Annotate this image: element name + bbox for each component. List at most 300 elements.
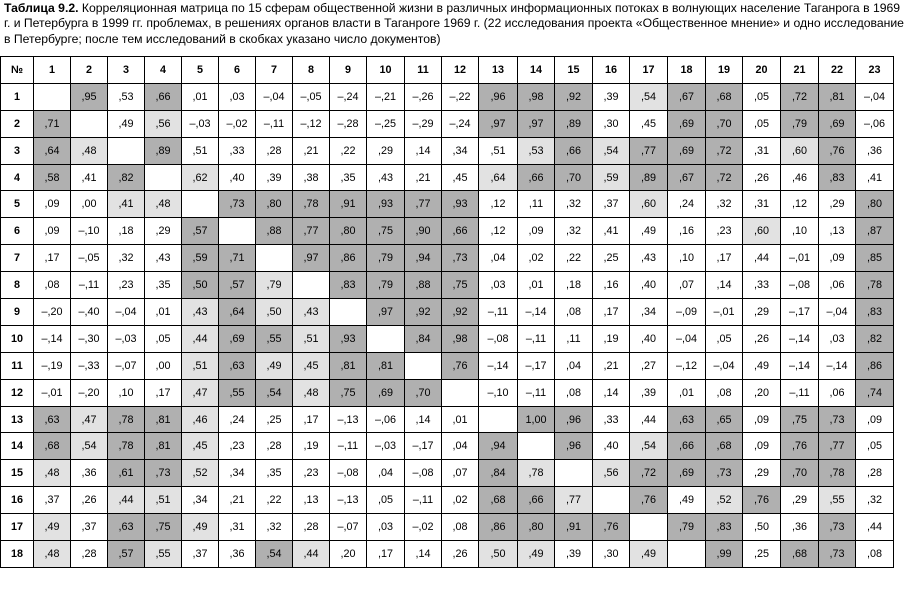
table-cell: –,01: [34, 379, 71, 406]
table-cell: ,03: [479, 272, 518, 299]
table-cell: ,97: [293, 245, 330, 272]
table-cell: ,63: [219, 352, 256, 379]
table-cell: ,49: [108, 110, 145, 137]
table-cell: –,07: [108, 352, 145, 379]
table-cell: ,35: [330, 164, 367, 191]
table-cell: ,54: [71, 433, 108, 460]
table-cell: –,40: [71, 299, 108, 326]
table-cell: ,23: [293, 460, 330, 487]
table-cell: ,48: [145, 191, 182, 218]
table-cell: –,05: [293, 83, 330, 110]
table-cell: –,17: [781, 299, 819, 326]
table-cell: ,49: [630, 541, 668, 568]
table-cell: ,78: [819, 460, 856, 487]
table-cell: –,11: [71, 272, 108, 299]
table-cell: ,28: [293, 514, 330, 541]
row-header: 1: [1, 83, 34, 110]
table-cell: ,54: [630, 433, 668, 460]
table-cell: ,06: [819, 379, 856, 406]
table-cell: ,05: [743, 110, 781, 137]
table-cell: ,57: [182, 218, 219, 245]
table-cell: ,09: [743, 433, 781, 460]
table-cell: ,28: [856, 460, 894, 487]
table-cell: ,47: [182, 379, 219, 406]
table-cell: ,57: [219, 272, 256, 299]
table-cell: ,17: [706, 245, 743, 272]
table-row: [1, 352, 894, 379]
table-cell: ,51: [182, 352, 219, 379]
table-cell: ,60: [630, 191, 668, 218]
table-cell: –,02: [219, 110, 256, 137]
table-cell: ,17: [145, 379, 182, 406]
table-cell: –,33: [71, 352, 108, 379]
table-cell: ,03: [219, 83, 256, 110]
table-cell: ,29: [819, 191, 856, 218]
table-cell: –,14: [518, 299, 555, 326]
table-cell: ,18: [555, 272, 593, 299]
column-header: 3: [108, 57, 145, 84]
table-cell: ,29: [743, 299, 781, 326]
table-cell: ,21: [293, 137, 330, 164]
table-cell: ,19: [593, 325, 630, 352]
table-cell: ,77: [630, 137, 668, 164]
table-cell: ,29: [367, 137, 405, 164]
table-cell: ,27: [630, 352, 668, 379]
table-cell: ,14: [706, 272, 743, 299]
table-cell: ,49: [182, 514, 219, 541]
table-cell: ,17: [293, 406, 330, 433]
table-cell: ,83: [819, 164, 856, 191]
table-cell: ,07: [668, 272, 706, 299]
table-cell: ,32: [555, 191, 593, 218]
table-cell: ,93: [330, 325, 367, 352]
table-cell: ,77: [555, 487, 593, 514]
table-cell: [593, 487, 630, 514]
table-cell: ,00: [145, 352, 182, 379]
table-cell: ,64: [34, 137, 71, 164]
table-cell: ,96: [555, 433, 593, 460]
table-cell: ,41: [108, 191, 145, 218]
column-header: 9: [330, 57, 367, 84]
table-cell: ,80: [856, 191, 894, 218]
table-cell: ,76: [743, 487, 781, 514]
table-cell: ,97: [518, 110, 555, 137]
table-cell: –,19: [34, 352, 71, 379]
table-cell: ,31: [743, 137, 781, 164]
table-cell: –,11: [405, 487, 442, 514]
table-cell: ,68: [479, 487, 518, 514]
table-cell: ,05: [145, 325, 182, 352]
table-cell: –,17: [518, 352, 555, 379]
table-row: [1, 325, 894, 352]
table-cell: ,37: [34, 487, 71, 514]
table-cell: ,51: [479, 137, 518, 164]
table-cell: ,13: [819, 218, 856, 245]
table-cell: –,20: [34, 299, 71, 326]
table-cell: ,69: [819, 110, 856, 137]
table-cell: ,70: [781, 460, 819, 487]
table-cell: ,84: [405, 325, 442, 352]
table-cell: ,82: [856, 325, 894, 352]
table-cell: –,30: [71, 325, 108, 352]
table-row: [1, 272, 894, 299]
table-cell: ,96: [479, 83, 518, 110]
table-cell: –,04: [706, 352, 743, 379]
table-cell: ,89: [555, 110, 593, 137]
table-cell: ,49: [256, 352, 293, 379]
table-cell: ,30: [593, 541, 630, 568]
table-cell: ,23: [219, 433, 256, 460]
table-cell: ,63: [108, 514, 145, 541]
table-row: [1, 164, 894, 191]
table-cell: [330, 299, 367, 326]
table-caption-text: Корреляционная матрица по 15 сферам общественной жизни в различных информационных потоках в волнующих население Таганрога в 1969 г. и Петербурга в 1999 гг. проблемах, в решениях органов власти в Таганроге 1969 г. (22 исследования проекта «Общественное мнение» и одно исследование в Петербурге; после тем исследований в скобках указано число документов): [4, 1, 904, 46]
table-cell: ,26: [71, 487, 108, 514]
table-cell: [555, 460, 593, 487]
table-cell: ,36: [856, 137, 894, 164]
table-cell: –,06: [367, 406, 405, 433]
table-row: [1, 299, 894, 326]
table-cell: ,51: [145, 487, 182, 514]
table-cell: ,69: [668, 460, 706, 487]
table-cell: –,04: [668, 325, 706, 352]
table-cell: ,04: [442, 433, 479, 460]
table-cell: ,08: [34, 272, 71, 299]
table-cell: ,83: [856, 299, 894, 326]
table-cell: [182, 191, 219, 218]
table-cell: ,09: [856, 406, 894, 433]
table-cell: ,31: [219, 514, 256, 541]
table-cell: ,48: [34, 541, 71, 568]
row-header: 12: [1, 379, 34, 406]
table-cell: ,05: [367, 487, 405, 514]
table-cell: ,56: [593, 460, 630, 487]
table-cell: ,40: [630, 272, 668, 299]
table-cell: ,39: [256, 164, 293, 191]
table-cell: ,75: [330, 379, 367, 406]
table-cell: ,09: [34, 191, 71, 218]
table-cell: ,84: [479, 460, 518, 487]
row-header: 3: [1, 137, 34, 164]
table-cell: ,37: [182, 541, 219, 568]
table-cell: ,23: [706, 218, 743, 245]
table-cell: –,04: [108, 299, 145, 326]
table-cell: ,22: [330, 137, 367, 164]
table-cell: [518, 433, 555, 460]
table-cell: ,55: [819, 487, 856, 514]
table-cell: ,19: [293, 433, 330, 460]
table-cell: –,29: [405, 110, 442, 137]
table-cell: ,01: [442, 406, 479, 433]
table-cell: ,04: [555, 352, 593, 379]
table-cell: ,47: [71, 406, 108, 433]
table-cell: ,33: [593, 406, 630, 433]
table-cell: –,14: [819, 352, 856, 379]
table-cell: ,32: [555, 218, 593, 245]
table-cell: –,24: [330, 83, 367, 110]
table-cell: ,26: [442, 541, 479, 568]
table-cell: [442, 379, 479, 406]
table-cell: ,77: [405, 191, 442, 218]
table-cell: –,09: [668, 299, 706, 326]
table-cell: ,88: [405, 272, 442, 299]
table-cell: ,43: [182, 299, 219, 326]
table-cell: [71, 110, 108, 137]
table-cell: ,76: [593, 514, 630, 541]
table-cell: ,49: [630, 218, 668, 245]
table-cell: ,11: [555, 325, 593, 352]
table-cell: ,17: [593, 299, 630, 326]
table-cell: –,14: [781, 325, 819, 352]
table-cell: ,73: [819, 514, 856, 541]
table-row: [1, 137, 894, 164]
table-cell: ,60: [743, 218, 781, 245]
table-cell: ,80: [330, 218, 367, 245]
table-cell: ,98: [518, 83, 555, 110]
table-cell: ,86: [330, 245, 367, 272]
table-cell: ,37: [593, 191, 630, 218]
table-cell: ,33: [219, 137, 256, 164]
column-header: 10: [367, 57, 405, 84]
table-cell: ,91: [330, 191, 367, 218]
table-cell: ,76: [819, 137, 856, 164]
table-cell: ,68: [34, 433, 71, 460]
table-cell: ,54: [630, 83, 668, 110]
table-cell: –,25: [367, 110, 405, 137]
table-cell: ,24: [219, 406, 256, 433]
table-cell: ,85: [856, 245, 894, 272]
table-cell: ,29: [743, 460, 781, 487]
table-cell: ,83: [706, 514, 743, 541]
table-cell: ,04: [479, 245, 518, 272]
table-cell: ,12: [781, 191, 819, 218]
table-cell: ,54: [593, 137, 630, 164]
table-cell: ,14: [405, 406, 442, 433]
table-cell: ,18: [108, 218, 145, 245]
table-cell: –,08: [781, 272, 819, 299]
column-header: 8: [293, 57, 330, 84]
table-cell: ,73: [819, 541, 856, 568]
column-header: 1: [34, 57, 71, 84]
table-cell: ,16: [593, 272, 630, 299]
table-cell: ,94: [405, 245, 442, 272]
table-row: [1, 245, 894, 272]
table-cell: ,43: [367, 164, 405, 191]
table-cell: ,93: [367, 191, 405, 218]
table-cell: ,21: [593, 352, 630, 379]
table-cell: [668, 541, 706, 568]
table-cell: ,70: [555, 164, 593, 191]
table-cell: ,44: [182, 325, 219, 352]
table-cell: ,14: [405, 137, 442, 164]
table-cell: ,88: [256, 218, 293, 245]
table-cell: –,01: [781, 245, 819, 272]
table-cell: ,44: [108, 487, 145, 514]
table-cell: ,40: [219, 164, 256, 191]
table-cell: ,69: [219, 325, 256, 352]
column-header: 17: [630, 57, 668, 84]
table-cell: ,04: [367, 460, 405, 487]
table-cell: ,92: [405, 299, 442, 326]
table-cell: ,81: [367, 352, 405, 379]
table-cell: ,44: [630, 406, 668, 433]
table-cell: [479, 406, 518, 433]
table-cell: ,05: [856, 433, 894, 460]
table-cell: ,49: [668, 487, 706, 514]
table-cell: ,16: [668, 218, 706, 245]
table-cell: –,04: [819, 299, 856, 326]
table-cell: ,39: [593, 83, 630, 110]
table-cell: ,02: [518, 245, 555, 272]
column-header: 4: [145, 57, 182, 84]
table-cell: ,64: [479, 164, 518, 191]
table-cell: ,46: [781, 164, 819, 191]
table-cell: ,78: [293, 191, 330, 218]
table-cell: ,36: [71, 460, 108, 487]
table-cell: ,82: [108, 164, 145, 191]
table-cell: ,66: [145, 83, 182, 110]
table-cell: ,29: [145, 218, 182, 245]
row-header: 10: [1, 325, 34, 352]
table-cell: –,14: [781, 352, 819, 379]
table-cell: –,22: [442, 83, 479, 110]
table-cell: ,21: [405, 164, 442, 191]
table-cell: ,13: [293, 487, 330, 514]
table-cell: –,08: [479, 325, 518, 352]
row-header: 5: [1, 191, 34, 218]
table-cell: ,68: [706, 433, 743, 460]
table-cell: ,08: [442, 514, 479, 541]
table-cell: –,10: [479, 379, 518, 406]
table-row: [1, 541, 894, 568]
table-cell: –,03: [182, 110, 219, 137]
table-cell: –,11: [256, 110, 293, 137]
table-cell: ,28: [256, 137, 293, 164]
table-cell: ,08: [706, 379, 743, 406]
table-cell: ,66: [555, 137, 593, 164]
table-cell: ,50: [479, 541, 518, 568]
row-header: 16: [1, 487, 34, 514]
table-cell: ,97: [367, 299, 405, 326]
table-cell: ,48: [34, 460, 71, 487]
table-cell: ,14: [593, 379, 630, 406]
table-cell: ,56: [145, 110, 182, 137]
table-cell: ,48: [293, 379, 330, 406]
column-header: 16: [593, 57, 630, 84]
table-cell: ,69: [367, 379, 405, 406]
table-cell: ,23: [108, 272, 145, 299]
table-cell: ,09: [743, 406, 781, 433]
table-cell: ,64: [219, 299, 256, 326]
table-cell: ,89: [630, 164, 668, 191]
table-cell: ,41: [593, 218, 630, 245]
table-header-row: [1, 57, 894, 84]
table-cell: ,22: [555, 245, 593, 272]
table-cell: ,01: [145, 299, 182, 326]
table-cell: ,78: [108, 406, 145, 433]
table-cell: ,79: [781, 110, 819, 137]
row-header: 8: [1, 272, 34, 299]
table-cell: ,70: [706, 110, 743, 137]
table-cell: ,66: [518, 487, 555, 514]
column-header: 13: [479, 57, 518, 84]
table-cell: –,14: [34, 325, 71, 352]
table-row: [1, 218, 894, 245]
table-cell: ,51: [182, 137, 219, 164]
table-cell: ,41: [856, 164, 894, 191]
table-cell: ,68: [706, 83, 743, 110]
table-cell: ,73: [442, 245, 479, 272]
table-cell: ,34: [442, 137, 479, 164]
table-cell: ,72: [706, 137, 743, 164]
table-cell: ,45: [182, 433, 219, 460]
table-cell: ,97: [479, 110, 518, 137]
table-cell: ,98: [442, 325, 479, 352]
table-cell: ,45: [293, 352, 330, 379]
row-header: 11: [1, 352, 34, 379]
table-cell: ,95: [71, 83, 108, 110]
table-cell: 1,00: [518, 406, 555, 433]
table-cell: ,63: [668, 406, 706, 433]
row-header: 15: [1, 460, 34, 487]
table-cell: ,55: [256, 325, 293, 352]
table-cell: ,25: [743, 541, 781, 568]
column-header: 23: [856, 57, 894, 84]
table-cell: ,34: [182, 487, 219, 514]
table-cell: ,55: [145, 541, 182, 568]
table-cell: ,06: [819, 272, 856, 299]
table-cell: ,75: [781, 406, 819, 433]
column-header: 21: [781, 57, 819, 84]
table-cell: ,03: [819, 325, 856, 352]
table-cell: ,25: [593, 245, 630, 272]
table-cell: ,72: [781, 83, 819, 110]
column-header: 14: [518, 57, 555, 84]
column-header: 11: [405, 57, 442, 84]
table-cell: ,10: [108, 379, 145, 406]
table-cell: ,29: [781, 487, 819, 514]
table-cell: ,10: [781, 218, 819, 245]
table-cell: [34, 83, 71, 110]
row-header: 7: [1, 245, 34, 272]
table-cell: [108, 137, 145, 164]
table-cell: ,10: [668, 245, 706, 272]
table-cell: [405, 352, 442, 379]
column-header: 5: [182, 57, 219, 84]
table-cell: [256, 245, 293, 272]
table-row: [1, 110, 894, 137]
table-cell: ,79: [367, 245, 405, 272]
table-cell: ,81: [145, 406, 182, 433]
table-cell: ,66: [442, 218, 479, 245]
row-header: 13: [1, 406, 34, 433]
column-header: 18: [668, 57, 706, 84]
column-header: 7: [256, 57, 293, 84]
table-row: [1, 191, 894, 218]
table-cell: ,43: [293, 299, 330, 326]
table-cell: ,71: [34, 110, 71, 137]
table-caption-label: Таблица 9.2.: [4, 1, 79, 15]
row-header: 2: [1, 110, 34, 137]
table-cell: –,17: [405, 433, 442, 460]
table-cell: ,39: [630, 379, 668, 406]
table-cell: ,01: [518, 272, 555, 299]
table-cell: –,04: [856, 83, 894, 110]
table-cell: –,10: [71, 218, 108, 245]
table-cell: ,44: [293, 541, 330, 568]
table-cell: ,69: [668, 137, 706, 164]
table-cell: –,05: [71, 245, 108, 272]
